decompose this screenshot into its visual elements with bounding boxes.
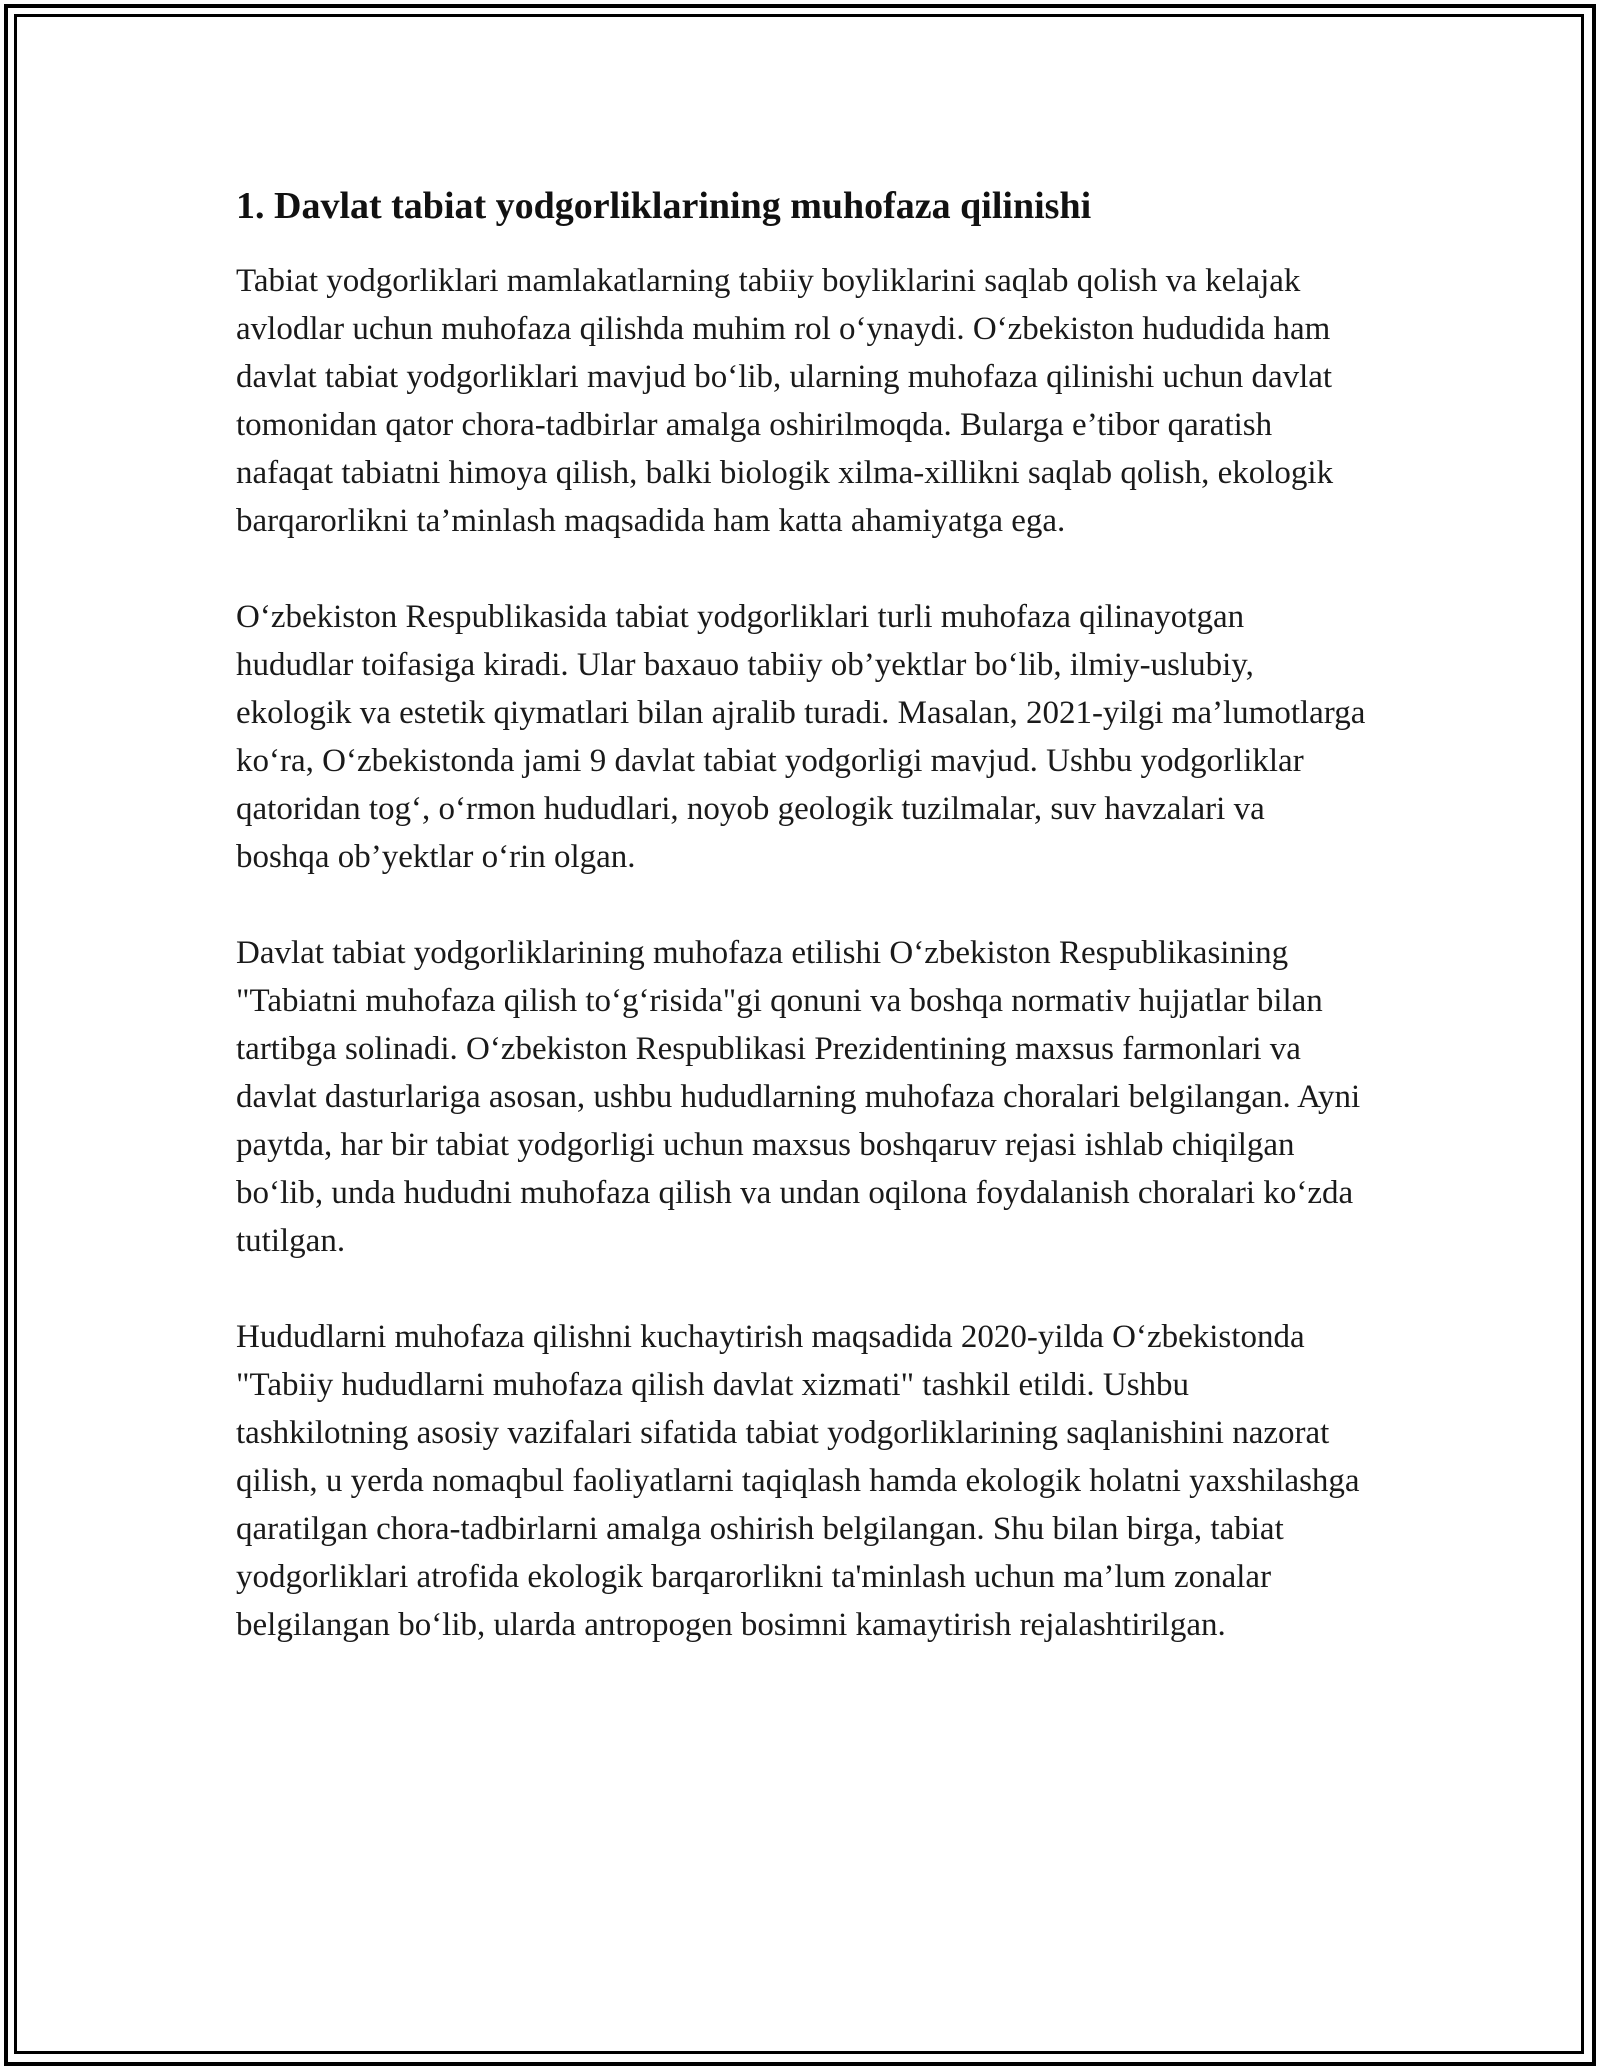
- document-body: [236, 182, 1366, 1697]
- section-heading: 1. Davlat tabiat yodgorliklarining muhofaza qilinishi: [236, 185, 1092, 227]
- paragraph-1: Tabiat yodgorliklari mamlakatlarning tabiiy boyliklarini saqlab qolish va kelajak avlodlar uchun muhofaza qilishda muhim rol o‘ynaydi. O‘zbekiston hududida ham davlat tabiat yodgorliklari mavjud bo‘lib, ularning muhofaza qilinishi uchun davlat tomonidan qator chora-tadbirlar amalga oshirilmoqda. Bularga e’tibor qaratish nafaqat tabiatni himoya qilish, balki biologik xilma-xillikni saqlab qolish, ekologik barqarorlikni ta’minlash maqsadida ham katta ahamiyatga ega.: [236, 263, 1334, 540]
- paragraph-3: Davlat tabiat yodgorliklarining muhofaza etilishi O‘zbekiston Respublikasining "Tabiatni muhofaza qilish to‘g‘risida"gi qonuni va boshqa normativ hujjatlar bilan tartibga solinadi. O‘zbekiston Respublikasi Prezidentining maxsus farmonlari va davlat dasturlariga asosan, ushbu hududlarning muhofaza choralari belgilangan. Ayni paytda, har bir tabiat yodgorligi uchun maxsus boshqaruv rejasi ishlab chiqilgan bo‘lib, unda hududni muhofaza qilish va undan oqilona foydalanish choralari ko‘zda tutilgan.: [236, 935, 1361, 1260]
- paragraph-4: Hududlarni muhofaza qilishni kuchaytirish maqsadida 2020-yilda O‘zbekistonda "Tabiiy hududlarni muhofaza qilish davlat xizmati" tashkil etildi. Ushbu tashkilotning asosiy vazifalari sifatida tabiat yodgorliklarining saqlanishini nazorat qilish, u yerda nomaqbul faoliyatlarni taqiqlash hamda ekologik holatni yaxshilashga qaratilgan chora-tadbirlarni amalga oshirish belgilangan. Shu bilan birga, tabiat yodgorliklari atrofida ekologik barqarorlikni ta'minlash uchun ma’lum zonalar belgilangan bo‘lib, ularda antropogen bosimni kamaytirish rejalashtirilgan.: [236, 1319, 1360, 1644]
- paragraph-2: O‘zbekiston Respublikasida tabiat yodgorliklari turli muhofaza qilinayotgan hududlar toifasiga kiradi. Ular baxauo tabiiy ob’yektlar bo‘lib, ilmiy-uslubiy, ekologik va estetik qiymatlari bilan ajralib turadi. Masalan, 2021-yilgi ma’lumotlarga ko‘ra, O‘zbekistonda jami 9 davlat tabiat yodgorligi mavjud. Ushbu yodgorliklar qatoridan tog‘, o‘rmon hududlari, noyob geologik tuzilmalar, suv havzalari va boshqa ob’yektlar o‘rin olgan.: [236, 599, 1366, 876]
